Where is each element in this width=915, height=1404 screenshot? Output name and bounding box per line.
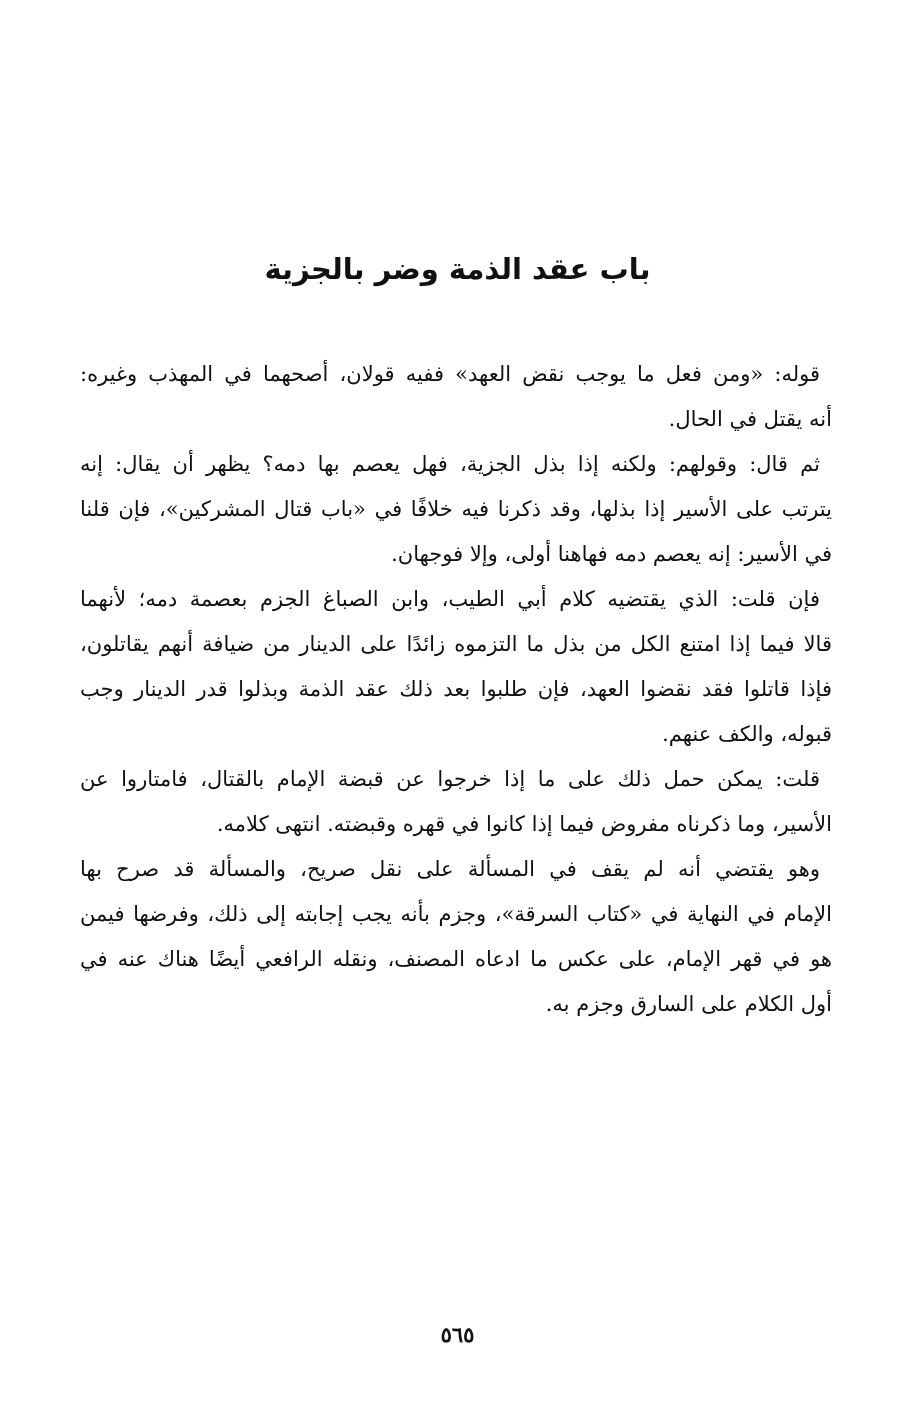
text-line: قالا فيما إذا امتنع الكل من بذل ما التزموه زائدًا على الدينار من ضيافة أنهم يقاتلون،	[80, 632, 832, 656]
text-line: يترتب على الأسير إذا بذلها، وقد ذكرنا فيه خلافًا في «باب قتال المشركين»، فإن قلنا	[80, 497, 832, 521]
text-line: وهو يقتضي أنه لم يقف في المسألة على نقل صريح، والمسألة قد صرح بها	[80, 857, 820, 881]
paragraph	[80, 352, 832, 442]
text-line: فإذا قاتلوا فقد نقضوا العهد، فإن طلبوا بعد ذلك عقد الذمة وبذلوا قدر الدينار وجب	[80, 677, 832, 701]
text-line: فإن قلت: الذي يقتضيه كلام أبي الطيب، وابن الصباغ الجزم بعصمة دمه؛ لأنهما	[80, 587, 820, 611]
page-number: ٥٦٥	[440, 1322, 475, 1347]
paragraph	[80, 442, 832, 577]
text-line: أنه يقتل في الحال.	[668, 407, 832, 431]
text-line: قبوله، والكف عنهم.	[662, 722, 832, 746]
paragraph	[80, 847, 832, 1027]
text-line: هو في قهر الإمام، على عكس ما ادعاه المصنف، ونقله الرافعي أيضًا هناك عنه في	[80, 947, 832, 971]
text-line: أول الكلام على السارق وجزم به.	[545, 992, 832, 1016]
text-line: الأسير، وما ذكرناه مفروض فيما إذا كانوا في قهره وقبضته. انتهى كلامه.	[216, 812, 832, 836]
paragraph	[80, 757, 832, 847]
body-text	[80, 352, 832, 1027]
text-line: قلت: يمكن حمل ذلك على ما إذا خرجوا عن قبضة الإمام بالقتال، فامتاروا عن	[80, 767, 820, 791]
page-title: باب عقد الذمة وضر بالجزية	[264, 252, 651, 286]
text-line: الإمام في النهاية في «كتاب السرقة»، وجزم بأنه يجب إجابته إلى ذلك، وفرضها فيمن	[80, 902, 832, 926]
text-line: في الأسير: إنه يعصم دمه فهاهنا أولى، وإلا فوجهان.	[391, 542, 832, 566]
paragraph	[80, 577, 832, 757]
text-line: قوله: «ومن فعل ما يوجب نقض العهد» ففيه قولان، أصحهما في المهذب وغيره:	[80, 362, 820, 386]
text-line: ثم قال: وقولهم: ولكنه إذا بذل الجزية، فهل يعصم بها دمه؟ يظهر أن يقال: إنه	[80, 452, 820, 476]
